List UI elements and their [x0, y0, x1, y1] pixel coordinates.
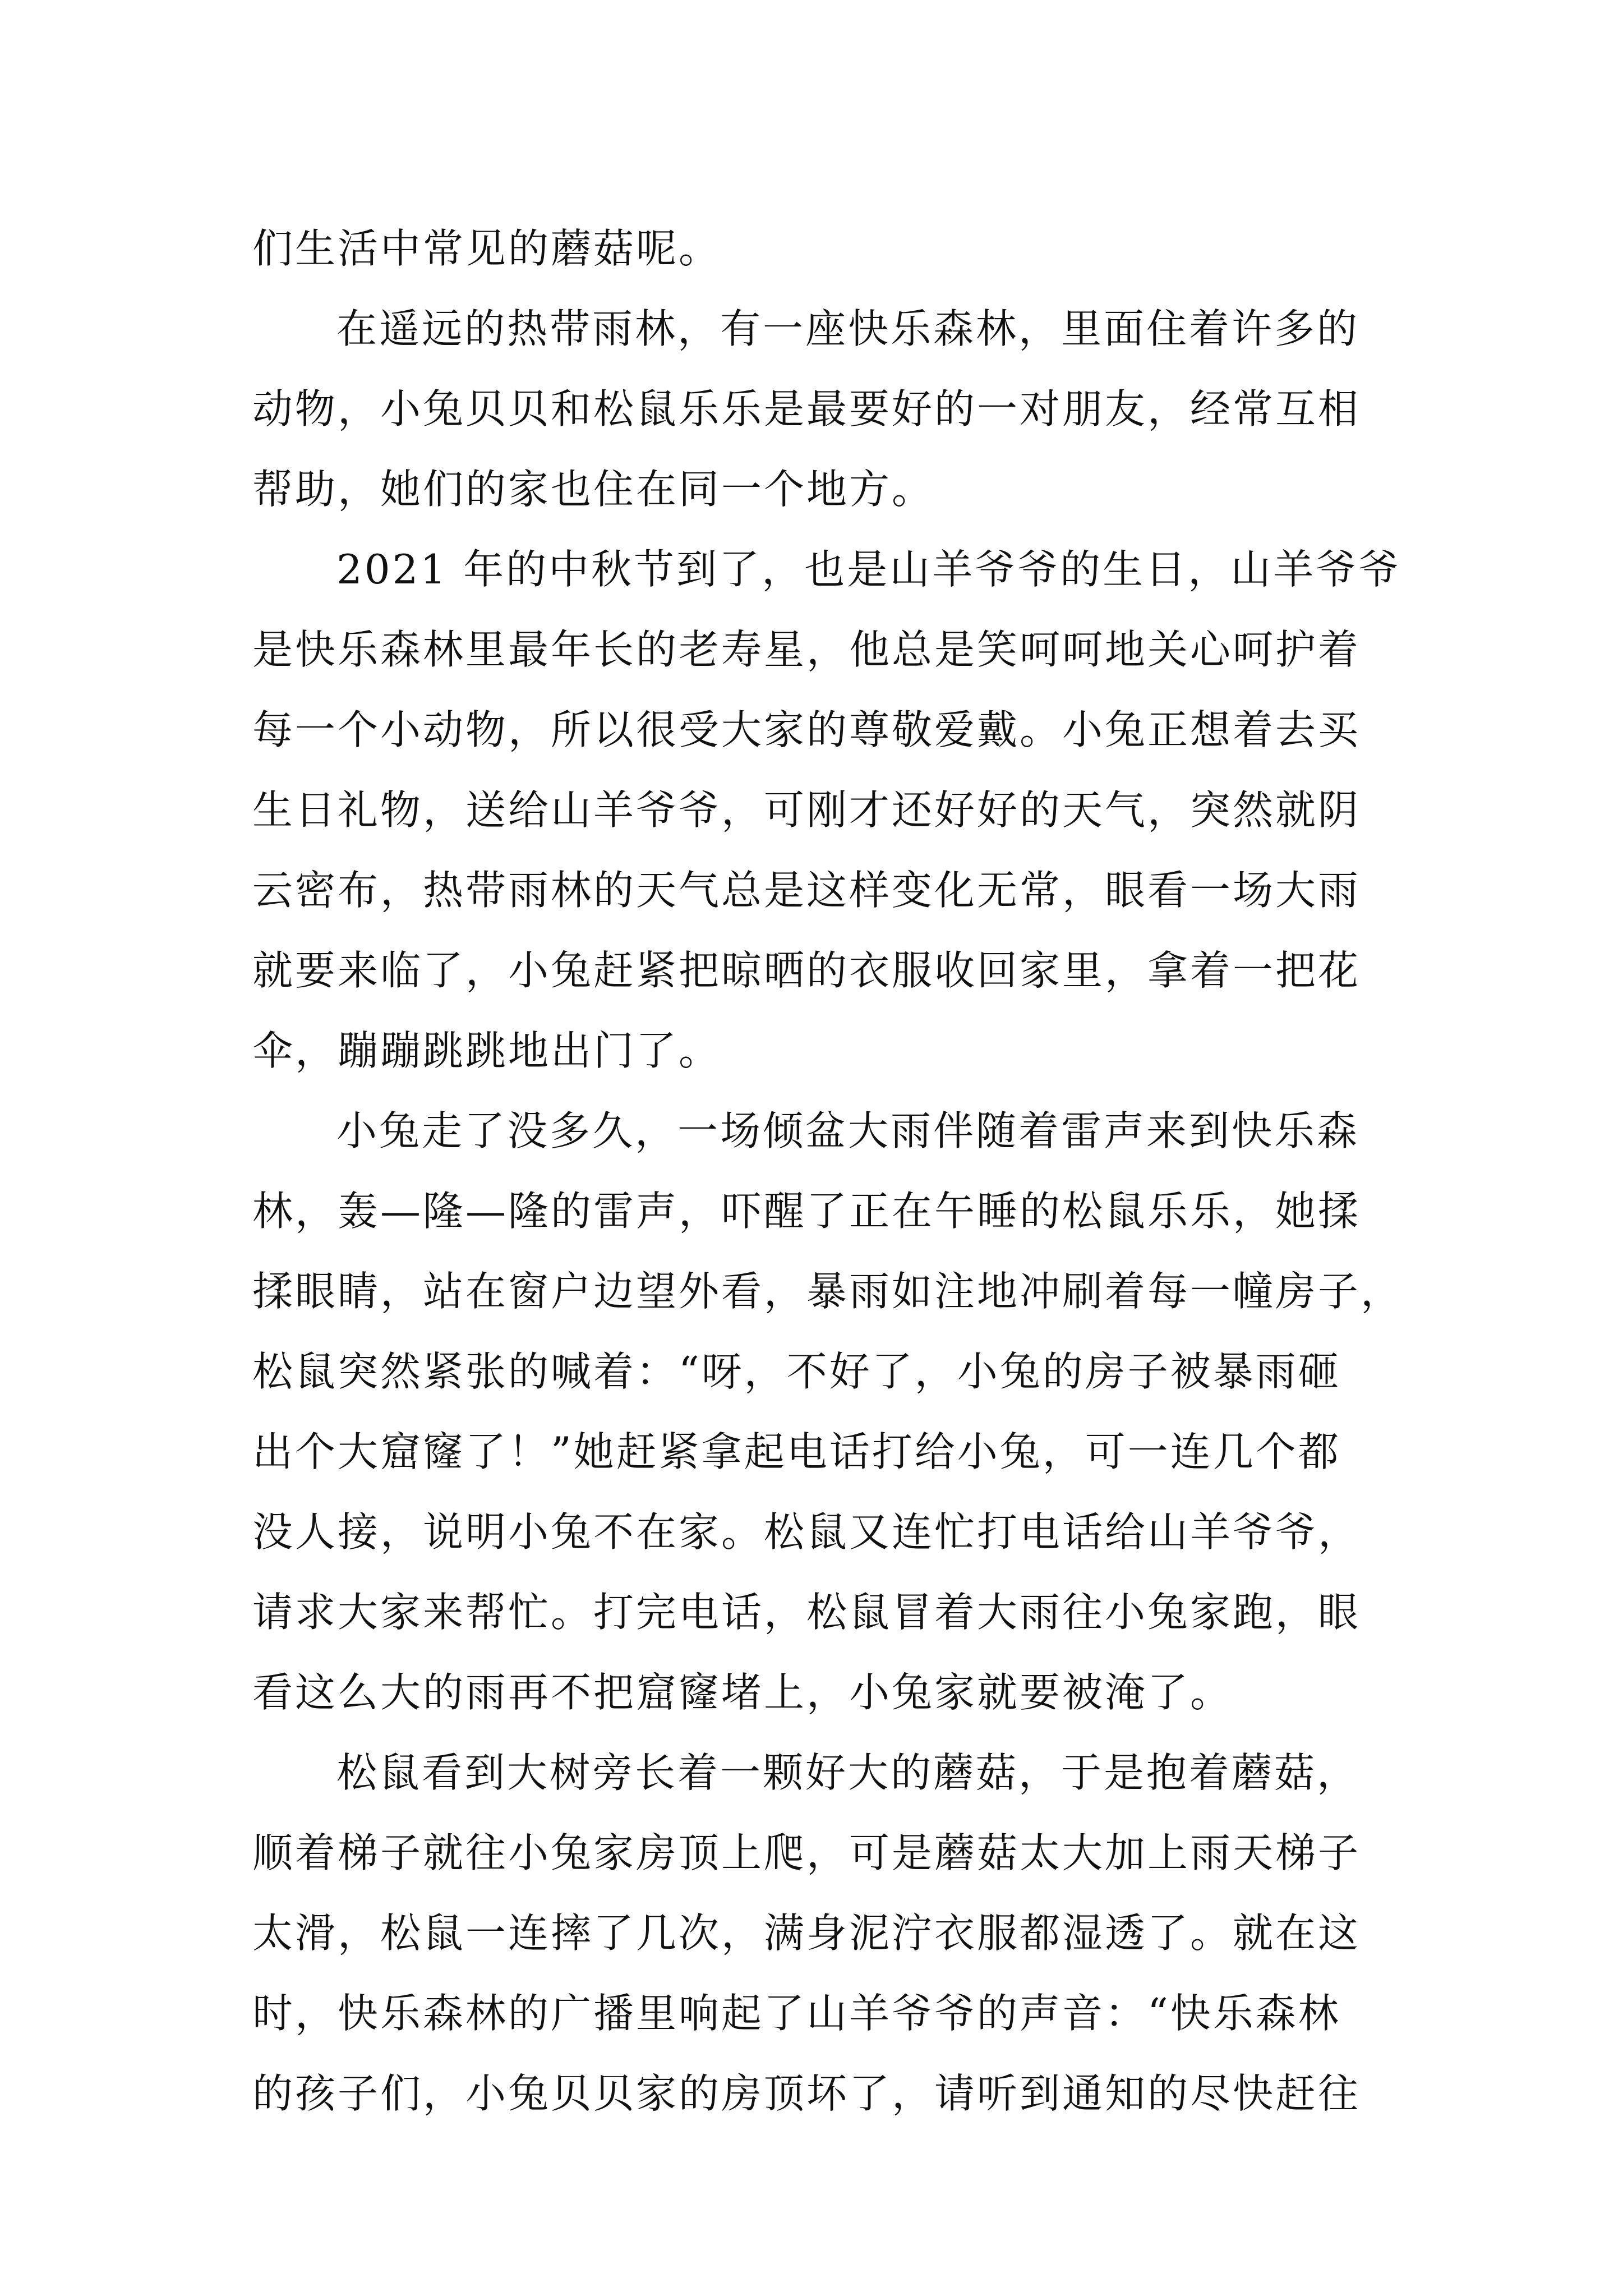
text-line: 林，轰—隆—隆的雷声，吓醒了正在午睡的松鼠乐乐，她揉 [252, 1188, 1361, 1235]
text-line: 看这么大的雨再不把窟窿堵上，小兔家就要被淹了。 [252, 1669, 1233, 1716]
text-line: 出个大窟窿了！”她赶紧拿起电话打给小兔，可一连几个都 [252, 1428, 1341, 1475]
text-line: 们生活中常见的蘑菇呢。 [252, 225, 722, 272]
text-line: 动物，小兔贝贝和松鼠乐乐是最要好的一对朋友，经常互相 [252, 385, 1361, 432]
text-line: 的孩子们，小兔贝贝家的房顶坏了，请听到通知的尽快赶往 [252, 2070, 1361, 2117]
text-line: 伞，蹦蹦跳跳地出门了。 [252, 1027, 722, 1074]
text-line: 时，快乐森林的广播里响起了山羊爷爷的声音：“快乐森林 [252, 1990, 1341, 2037]
text-line: 每一个小动物，所以很受大家的尊敬爱戴。小兔正想着去买 [252, 706, 1361, 753]
text-line: 没人接，说明小兔不在家。松鼠又连忙打电话给山羊爷爷， [252, 1508, 1361, 1556]
text-line: 在遥远的热带雨林，有一座快乐森林，里面住着许多的 [336, 305, 1360, 352]
text-line: 太滑，松鼠一连摔了几次，满身泥泞衣服都湿透了。就在这 [252, 1910, 1361, 1957]
text-line: 顺着梯子就往小兔家房顶上爬，可是蘑菇太大加上雨天梯子 [252, 1829, 1361, 1876]
text-line: 就要来临了，小兔赶紧把晾晒的衣服收回家里，拿着一把花 [252, 947, 1361, 994]
story-text [252, 209, 1404, 2134]
text-line: 2021 年的中秋节到了，也是山羊爷爷的生日，山羊爷爷 [336, 546, 1401, 593]
text-line: 小兔走了没多久，一场倾盆大雨伴随着雷声来到快乐森 [336, 1107, 1360, 1154]
text-line: 帮助，她们的家也住在同一个地方。 [252, 466, 935, 513]
text-line: 松鼠突然紧张的喊着：“呀，不好了，小兔的房子被暴雨砸 [252, 1348, 1341, 1395]
text-line: 揉眼睛，站在窗户边望外看，暴雨如注地冲刷着每一幢房子， [252, 1268, 1404, 1315]
text-line: 请求大家来帮忙。打完电话，松鼠冒着大雨往小兔家跑，眼 [252, 1589, 1361, 1636]
text-line: 是快乐森林里最年长的老寿星，他总是笑呵呵地关心呵护着 [252, 626, 1361, 673]
text-line: 云密布，热带雨林的天气总是这样变化无常，眼看一场大雨 [252, 867, 1361, 914]
text-line: 松鼠看到大树旁长着一颗好大的蘑菇，于是抱着蘑菇， [336, 1749, 1360, 1796]
text-line: 生日礼物，送给山羊爷爷，可刚才还好好的天气，突然就阴 [252, 786, 1361, 834]
